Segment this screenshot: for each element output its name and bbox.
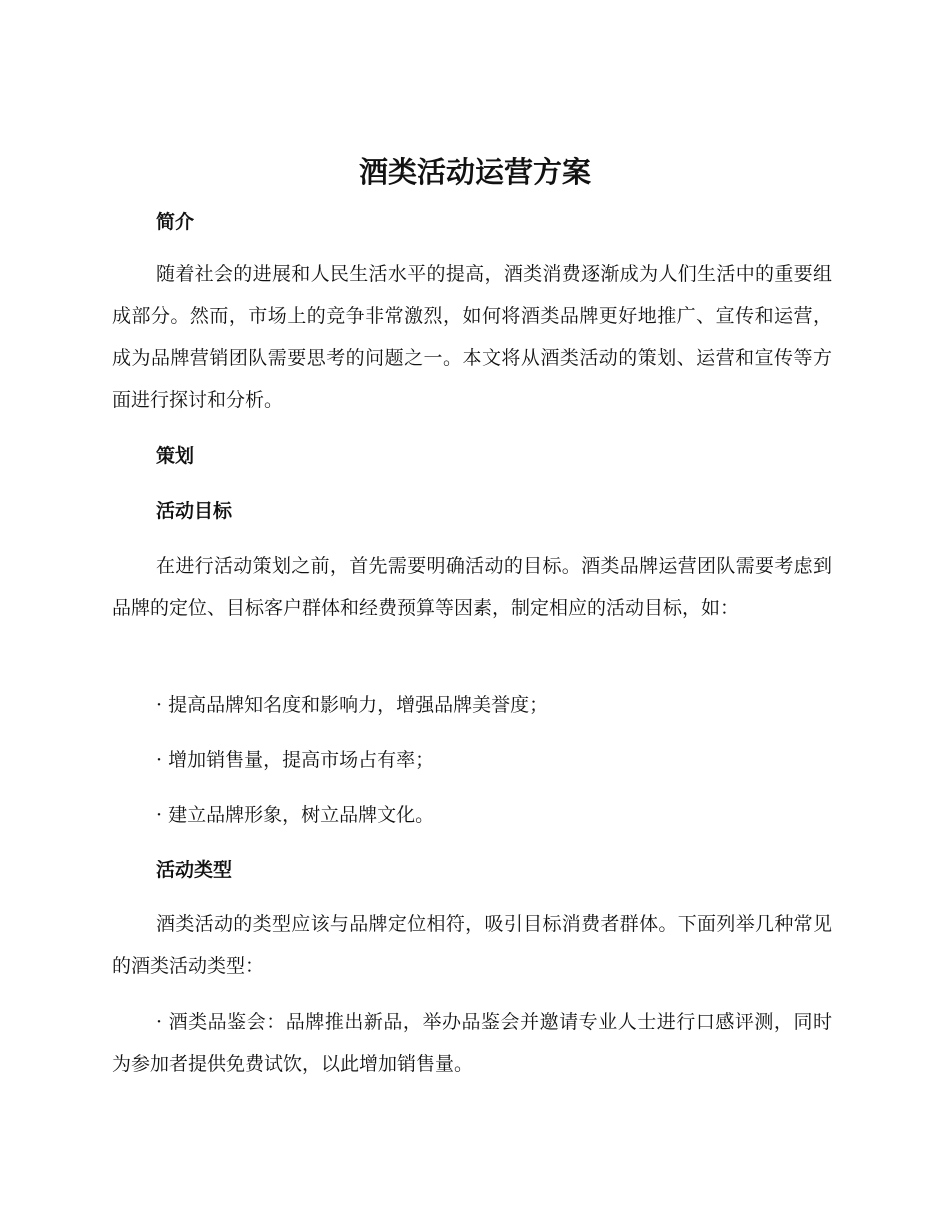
document-title: 酒类活动运营方案 xyxy=(358,155,591,189)
goal-bullet-1: · 提高品牌知名度和影响力，增强品牌美誉度； xyxy=(156,694,549,716)
goal-bullet-3: · 建立品牌形象，树立品牌文化。 xyxy=(156,804,435,826)
type-heading: 活动类型 xyxy=(156,859,233,881)
planning-heading: 策划 xyxy=(156,445,195,467)
type-paragraph: 酒类活动的类型应该与品牌定位相符，吸引目标消费者群体。下面列举几种常见的酒类活动类型： xyxy=(112,913,832,977)
goal-paragraph: 在进行活动策划之前，首先需要明确活动的目标。酒类品牌运营团队需要考虑到品牌的定位、目标客户群体和经费预算等因素，制定相应的活动目标，如： xyxy=(112,555,832,619)
intro-heading: 简介 xyxy=(156,211,195,233)
type-bullet-1: · 酒类品鉴会：品牌推出新品，举办品鉴会并邀请专业人士进行口感评测，同时为参加者提供免费试饮，以此增加销售量。 xyxy=(112,1011,832,1075)
intro-paragraph: 随着社会的进展和人民生活水平的提高，酒类消费逐渐成为人们生活中的重要组成部分。然而，市场上的竞争非常激烈，如何将酒类品牌更好地推广、宣传和运营，成为品牌营销团队需要思考的问题之一。本文将从酒类活动的策划、运营和宣传等方面进行探讨和分析。 xyxy=(112,263,832,411)
goal-bullet-2: · 增加销售量，提高市场占有率； xyxy=(156,749,435,771)
goal-heading: 活动目标 xyxy=(156,500,233,522)
